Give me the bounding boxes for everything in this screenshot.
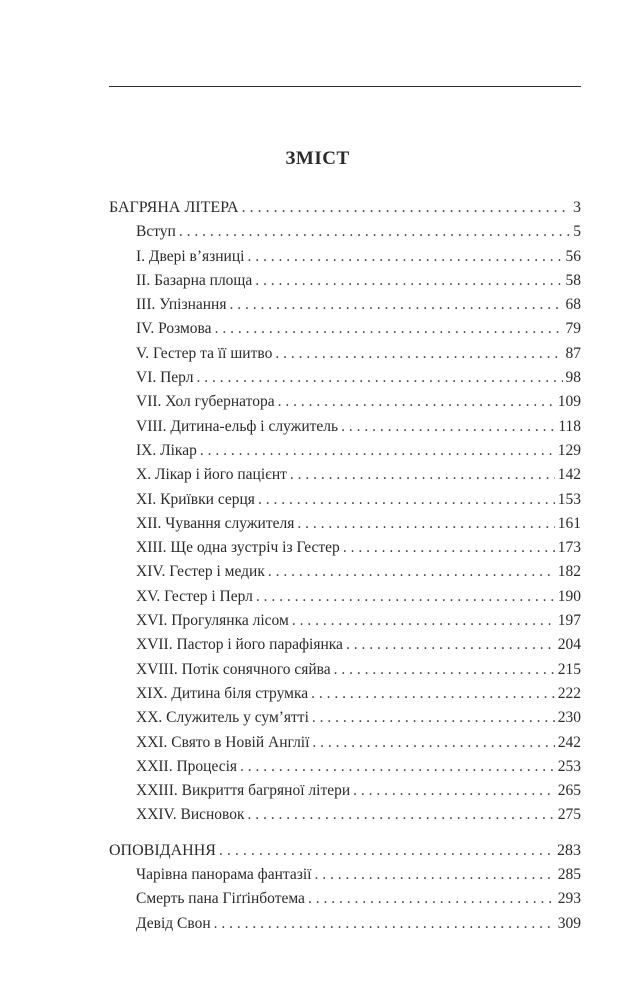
toc-entry-label: VI. Перл [136,369,194,387]
toc-entry-label: Девід Свон [136,914,211,932]
dot-leader [248,803,555,827]
toc-section [109,839,581,936]
toc-entry-page: 58 [565,271,581,289]
dot-leader [214,912,555,936]
toc-entry [109,706,581,730]
toc-entry-label: IX. Лікар [136,441,197,459]
toc-entry [109,317,581,341]
toc-entry [109,439,581,463]
toc-entry-page: 222 [557,684,581,702]
toc-entry [109,863,581,887]
table-of-contents [109,196,581,936]
dot-leader [341,415,555,439]
toc-entry-label: XVIII. Потік сонячного сяйва [136,660,331,678]
toc-section-heading [109,196,581,220]
dot-leader [314,863,554,887]
toc-entry-page: 275 [557,806,581,824]
toc-entry-page: 129 [557,441,581,459]
dot-leader [179,220,570,244]
toc-entry-page: 309 [557,914,581,932]
toc-entry-label: XV. Гестер і Перл [136,587,253,605]
toc-entry [109,512,581,536]
toc-entry [109,585,581,609]
toc-entry-page: 5 [573,223,581,241]
toc-entry-page: 79 [565,320,581,338]
dot-leader [240,755,555,779]
dot-leader [343,536,555,560]
toc-entry-label: XII. Чування служителя [136,514,295,532]
dot-leader [268,560,555,584]
toc-entry-page: 285 [557,866,581,884]
toc-entry-page: 283 [557,841,581,859]
toc-entry-page: 118 [558,417,581,435]
toc-entry-page: 153 [557,490,581,508]
dot-leader [311,682,555,706]
toc-entry [109,887,581,911]
toc-entry-page: 109 [557,393,581,411]
toc-entry [109,731,581,755]
toc-entry-label: XIII. Ще одна зустріч із Гестер [136,539,340,557]
toc-entry-label: Чарівна панорама фантазії [136,866,312,884]
toc-entry-page: 204 [557,636,581,654]
toc-entry [109,415,581,439]
dot-leader [200,439,555,463]
dot-leader [353,779,555,803]
dot-leader [256,585,555,609]
toc-entry-page: 173 [557,539,581,557]
toc-entry [109,755,581,779]
dot-leader [247,245,562,269]
toc-entry-label: XXIII. Викриття багряної літери [136,782,351,800]
toc-entry [109,633,581,657]
dot-leader [242,196,570,220]
toc-entry-label: VIII. Дитина-ельф і служитель [136,417,339,435]
toc-entry-label: ОПОВІДАННЯ [109,841,216,859]
toc-entry-label: XXII. Процесія [136,757,238,775]
toc-entry-label: XXIV. Висновок [136,806,245,824]
toc-entry [109,682,581,706]
toc-entry-page: 68 [565,296,581,314]
dot-leader [215,317,563,341]
dot-leader [290,463,555,487]
dot-leader [292,609,555,633]
toc-section [109,196,581,828]
toc-entry-page: 142 [557,466,581,484]
toc-entry [109,536,581,560]
toc-entry [109,342,581,366]
toc-entry-label: XI. Криївки серця [136,490,255,508]
dot-leader [258,488,555,512]
toc-title: ЗМІСТ [285,148,350,169]
toc-entry-label: XIX. Дитина біля струмка [136,684,309,702]
toc-entry [109,269,581,293]
toc-entry-label: БАГРЯНА ЛІТЕРА [109,199,239,216]
toc-entry [109,245,581,269]
toc-entry-label: XVII. Пастор і його парафіянка [136,636,343,654]
toc-entry [109,658,581,682]
dot-leader [278,390,555,414]
toc-entry-page: 190 [557,587,581,605]
dot-leader [229,293,562,317]
dot-leader [346,633,555,657]
toc-entry-label: V. Гестер та її шитво [136,344,273,362]
toc-entry-label: VII. Хол губернатора [136,393,275,411]
toc-entry-page: 197 [557,612,581,630]
dot-leader [219,839,554,863]
dot-leader [312,731,554,755]
toc-entry-label: I. Двері в’язниці [136,247,245,265]
toc-entry-page: 56 [565,247,581,265]
toc-entry [109,560,581,584]
toc-entry-page: 3 [573,199,581,216]
dot-leader [308,887,555,911]
toc-entry-page: 161 [557,514,581,532]
toc-entry-label: XX. Служитель у сум’ятті [136,709,309,727]
toc-entry-page: 265 [557,782,581,800]
toc-entry [109,220,581,244]
toc-entry [109,390,581,414]
toc-entry [109,488,581,512]
toc-entry [109,779,581,803]
toc-entry-label: III. Упізнання [136,296,227,314]
toc-entry [109,609,581,633]
toc-entry-page: 98 [565,369,581,387]
top-rule [109,86,581,87]
toc-entry-label: IV. Розмова [136,320,212,338]
dot-leader [312,706,555,730]
toc-entry-page: 215 [557,660,581,678]
toc-entry-page: 87 [565,344,581,362]
toc-entry-label: XXI. Свято в Новій Англії [136,733,310,751]
toc-entry-page: 293 [557,890,581,908]
dot-leader [334,658,555,682]
toc-section-heading [109,839,581,863]
dot-leader [255,269,562,293]
toc-entry-page: 253 [557,757,581,775]
toc-entry-label: Вступ [136,223,176,241]
toc-entry [109,366,581,390]
toc-entry-label: II. Базарна площа [136,271,253,289]
toc-entry-page: 242 [557,733,581,751]
toc-entry [109,293,581,317]
toc-entry-page: 182 [557,563,581,581]
toc-entry-page: 230 [557,709,581,727]
toc-entry [109,463,581,487]
toc-entry [109,912,581,936]
toc-entry-label: Смерть пана Гіґґінботема [136,890,305,908]
toc-entry-label: XIV. Гестер і медик [136,563,265,581]
toc-entry-label: X. Лікар і його пацієнт [136,466,287,484]
dot-leader [196,366,562,390]
toc-entry [109,803,581,827]
dot-leader [297,512,554,536]
dot-leader [275,342,562,366]
toc-entry-label: XVI. Прогулянка лісом [136,612,289,630]
